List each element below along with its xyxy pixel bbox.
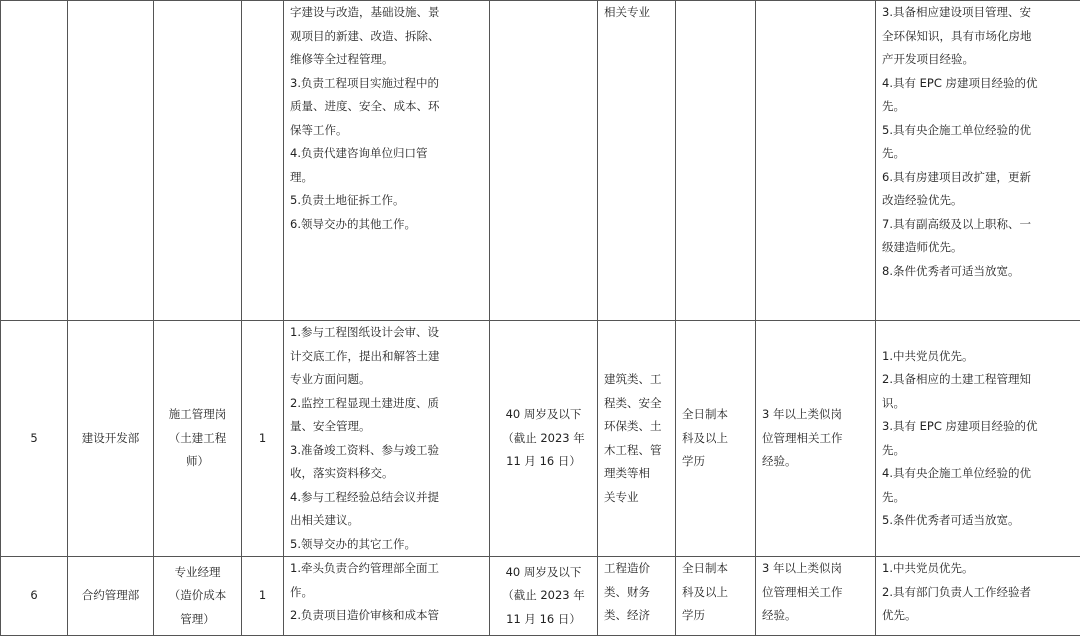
duty-line: 理。 [290, 166, 486, 190]
post-line: 管理） [154, 608, 241, 632]
duties-cell [284, 557, 490, 636]
edu-cell [676, 1, 756, 321]
edu-line: 全日制本 [682, 403, 752, 427]
requirement-line: 改造经验优先。 [882, 189, 1077, 213]
headcount: 1 [259, 588, 266, 602]
post-line: 专业经理 [154, 561, 241, 585]
duty-line: 字建设与改造，基础设施、景 [290, 1, 486, 25]
post-cell [154, 1, 242, 321]
requirement-line: 5.条件优秀者可适当放宽。 [882, 509, 1077, 533]
requirement-line: 6.具有房建项目改扩建，更新 [882, 166, 1077, 190]
requirement-line: 4.具有央企施工单位经验的优 [882, 462, 1077, 486]
major-line: 程类、安全 [604, 392, 672, 416]
requirement-line: 2.具备相应的土建工程管理知 [882, 368, 1077, 392]
duty-line: 维修等全过程管理。 [290, 48, 486, 72]
major-cell [598, 557, 676, 636]
dept-cell [68, 1, 154, 321]
exp-line: 经验。 [762, 450, 872, 474]
table-row [1, 1, 1080, 321]
duty-line: 4.负责代建咨询单位归口管 [290, 142, 486, 166]
duty-line: 1.参与工程图纸设计会审、设 [290, 321, 486, 345]
exp-cell [756, 321, 876, 557]
exp-line: 经验。 [762, 604, 872, 628]
post-line: 施工管理岗 [154, 403, 241, 427]
no-cell [1, 1, 68, 321]
table-row [1, 557, 1080, 636]
exp-line: 位管理相关工作 [762, 427, 872, 451]
duty-line: 专业方面问题。 [290, 368, 486, 392]
requirement-line: 先。 [882, 439, 1077, 463]
duties-cell [284, 321, 490, 557]
row-number: 6 [30, 588, 37, 602]
edu-cell [676, 557, 756, 636]
major-line: 建筑类、工 [604, 368, 672, 392]
requirement-line: 先。 [882, 142, 1077, 166]
exp-cell [756, 1, 876, 321]
exp-line: 3 年以上类似岗 [762, 403, 872, 427]
post-line: （土建工程 [154, 427, 241, 451]
requirement-line: 2.具有部门负责人工作经验者 [882, 581, 1077, 605]
requirement-line: 7.具有副高级及以上职称、一 [882, 213, 1077, 237]
requirement-line: 3.具备相应建设项目管理、安 [882, 1, 1077, 25]
major-line: 理类等相 [604, 462, 672, 486]
dept-name: 合约管理部 [82, 588, 140, 602]
post-cell [154, 321, 242, 557]
age-line: 11 月 16 日） [490, 608, 597, 632]
duty-line: 作。 [290, 581, 486, 605]
edu-cell [676, 321, 756, 557]
no-cell [1, 321, 68, 557]
no-cell [1, 557, 68, 636]
duty-line: 3.负责工程项目实施过程中的 [290, 72, 486, 96]
major-line: 关专业 [604, 486, 672, 510]
major-line: 类、经济 [604, 604, 672, 628]
post-line: 师） [154, 450, 241, 474]
dept-name: 建设开发部 [82, 431, 140, 445]
dept-cell [68, 321, 154, 557]
duty-line: 6.领导交办的其他工作。 [290, 213, 486, 237]
age-cell [490, 321, 598, 557]
edu-line: 科及以上 [682, 427, 752, 451]
duty-line: 1.牵头负责合约管理部全面工 [290, 557, 486, 581]
duty-line: 观项目的新建、改造、拆除、 [290, 25, 486, 49]
duty-line: 收，落实资料移交。 [290, 462, 486, 486]
requirements-cell [876, 557, 1080, 636]
duty-line: 3.准备竣工资料、参与竣工验 [290, 439, 486, 463]
row-number: 5 [30, 431, 37, 445]
age-line: 11 月 16 日） [490, 450, 597, 474]
headcount: 1 [259, 431, 266, 445]
major-line: 环保类、土 [604, 415, 672, 439]
requirement-line: 5.具有央企施工单位经验的优 [882, 119, 1077, 143]
requirement-line: 3.具有 EPC 房建项目经验的优 [882, 415, 1077, 439]
major-line: 类、财务 [604, 581, 672, 605]
exp-cell [756, 557, 876, 636]
edu-line: 学历 [682, 450, 752, 474]
requirements-cell [876, 1, 1080, 321]
requirement-line: 1.中共党员优先。 [882, 345, 1077, 369]
requirement-line: 全环保知识，具有市场化房地 [882, 25, 1077, 49]
edu-line: 全日制本 [682, 557, 752, 581]
duty-line: 4.参与工程经验总结会议并提 [290, 486, 486, 510]
post-cell [154, 557, 242, 636]
major-cell [598, 1, 676, 321]
duty-line: 质量、进度、安全、成本、环 [290, 95, 486, 119]
age-line: 40 周岁及以下 [490, 561, 597, 585]
requirement-line: 识。 [882, 392, 1077, 416]
count-cell [242, 1, 284, 321]
requirement-line: 产开发项目经验。 [882, 48, 1077, 72]
requirement-line: 8.条件优秀者可适当放宽。 [882, 260, 1077, 284]
duty-line: 2.负责项目造价审核和成本管 [290, 604, 486, 628]
requirement-line: 优先。 [882, 604, 1077, 628]
exp-line: 3 年以上类似岗 [762, 557, 872, 581]
duty-line: 5.负责土地征拆工作。 [290, 189, 486, 213]
edu-line: 科及以上 [682, 581, 752, 605]
major-cell [598, 321, 676, 557]
duties-cell [284, 1, 490, 321]
major-line: 相关专业 [604, 1, 672, 25]
duty-line: 出相关建议。 [290, 509, 486, 533]
requirement-line: 先。 [882, 486, 1077, 510]
duty-line: 量、安全管理。 [290, 415, 486, 439]
duty-line: 2.监控工程显现土建进度、质 [290, 392, 486, 416]
requirement-line: 4.具有 EPC 房建项目经验的优 [882, 72, 1077, 96]
requirement-line: 1.中共党员优先。 [882, 557, 1077, 581]
dept-cell [68, 557, 154, 636]
age-cell [490, 557, 598, 636]
age-line: （截止 2023 年 [490, 584, 597, 608]
major-line: 工程造价 [604, 557, 672, 581]
table-row [1, 321, 1080, 557]
duty-line: 5.领导交办的其它工作。 [290, 533, 486, 557]
duty-line: 计交底工作，提出和解答土建 [290, 345, 486, 369]
exp-line: 位管理相关工作 [762, 581, 872, 605]
duty-line: 保等工作。 [290, 119, 486, 143]
requirement-line: 先。 [882, 95, 1077, 119]
count-cell [242, 557, 284, 636]
edu-line: 学历 [682, 604, 752, 628]
age-line: 40 周岁及以下 [490, 403, 597, 427]
post-line: （造价成本 [154, 584, 241, 608]
count-cell [242, 321, 284, 557]
age-line: （截止 2023 年 [490, 427, 597, 451]
requirements-cell [876, 321, 1080, 557]
age-cell [490, 1, 598, 321]
major-line: 木工程、管 [604, 439, 672, 463]
requirement-line: 级建造师优先。 [882, 236, 1077, 260]
